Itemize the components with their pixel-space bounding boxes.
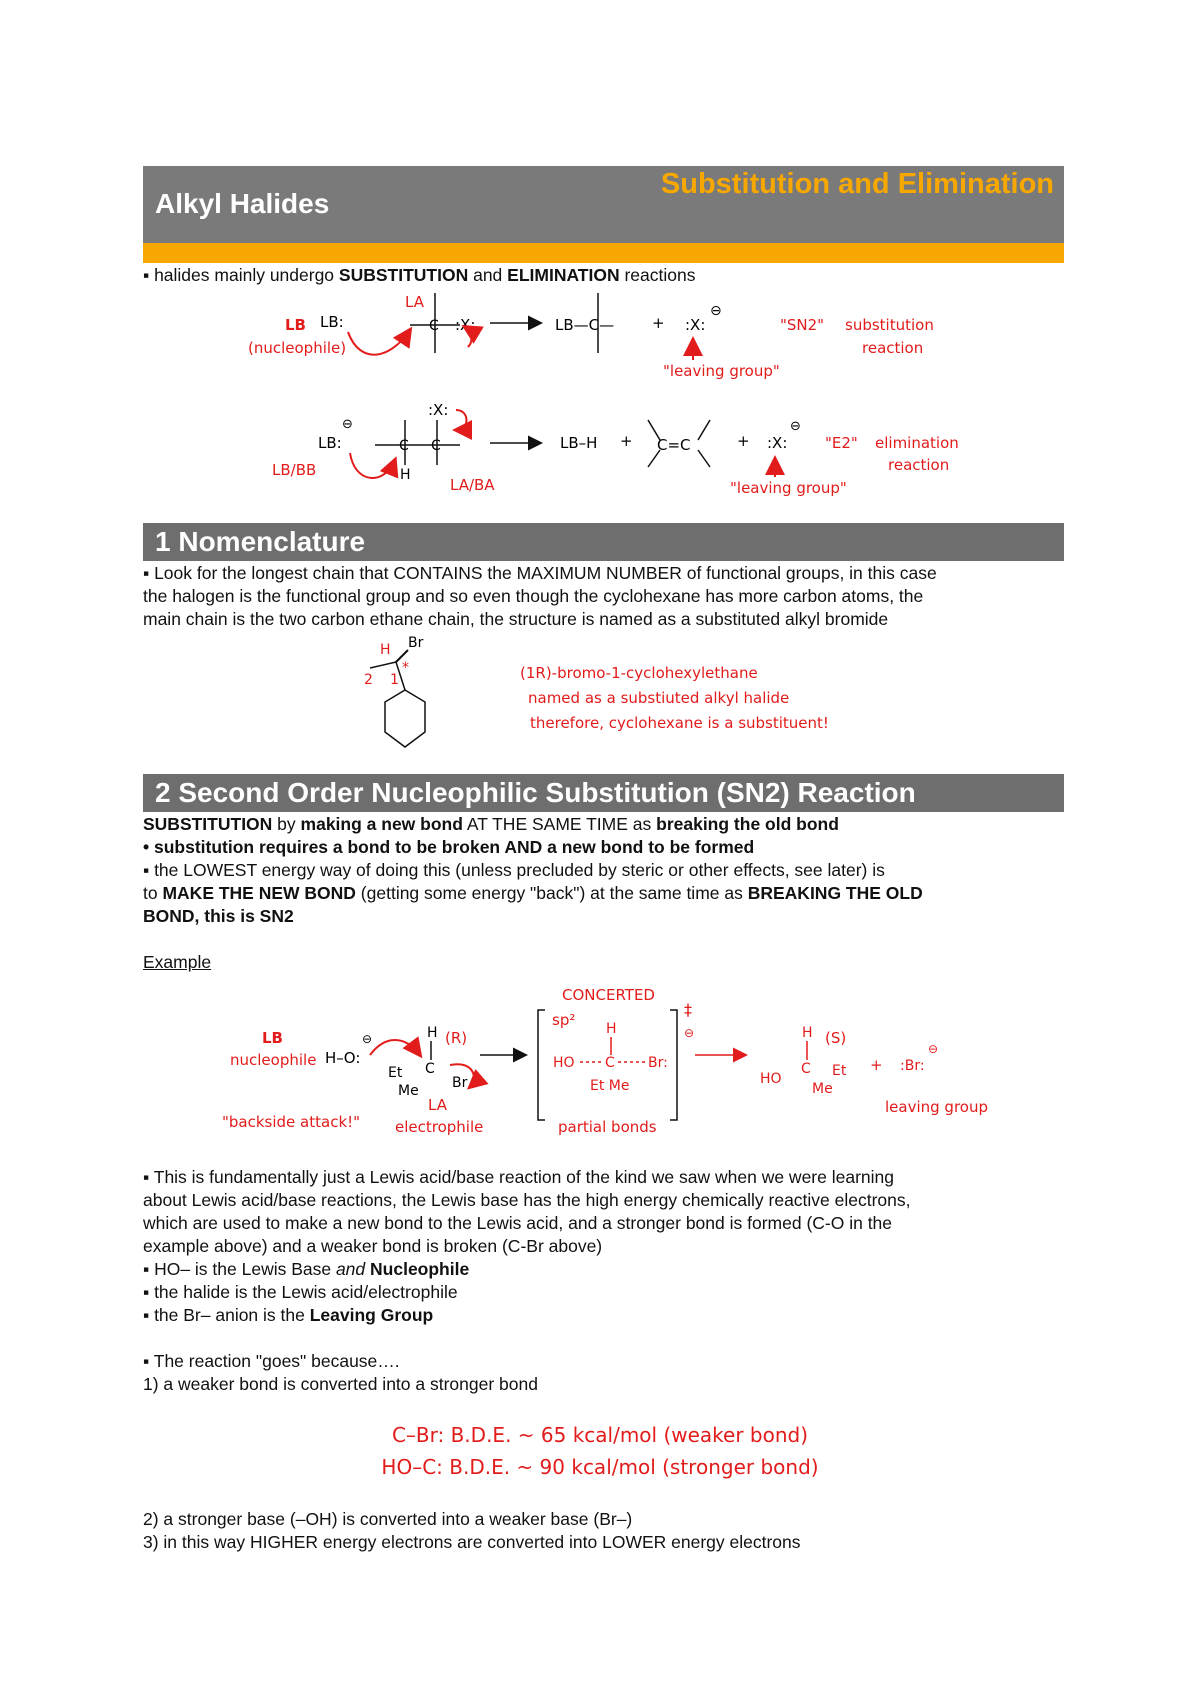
reaction-label-e2: reaction bbox=[888, 456, 950, 474]
sn2-label: "SN2" bbox=[780, 316, 825, 334]
svg-text:⊖: ⊖ bbox=[684, 1026, 695, 1040]
text-to: to bbox=[143, 883, 163, 903]
sn2-product: LB—C— bbox=[555, 316, 615, 334]
svg-text:⊖: ⊖ bbox=[362, 1032, 373, 1046]
halide-x-e2: :X: bbox=[428, 401, 449, 419]
sn2-line-2: • substitution requires a bond to be broken AND a new bond to be formed bbox=[143, 837, 755, 857]
br-atom: Br bbox=[408, 635, 424, 651]
prod-h: H bbox=[802, 1025, 813, 1041]
substitution-label: substitution bbox=[845, 316, 934, 334]
italic-and: and bbox=[335, 1259, 366, 1279]
carbon-2-label: 2 bbox=[364, 672, 373, 688]
intro-line bbox=[143, 264, 695, 287]
text-br-anion: ▪ the Br– anion is the bbox=[143, 1305, 310, 1325]
bullet-leaving-group bbox=[143, 1304, 433, 1327]
s-config: (S) bbox=[825, 1029, 847, 1047]
bold-breaking-old-bond: breaking the old bond bbox=[656, 814, 839, 834]
section-heading-sn2: 2 Second Order Nucleophilic Substitution (SN2) Reaction bbox=[143, 774, 1064, 812]
cyclohexylethane-structure bbox=[350, 632, 490, 757]
nomenclature-line-2: the halogen is the functional group and so even though the cyclohexane has more carbon atoms, the bbox=[143, 586, 924, 606]
sp2-label: sp² bbox=[552, 1011, 576, 1029]
prod-plus: + bbox=[870, 1056, 883, 1074]
backside-attack: "backside attack!" bbox=[222, 1113, 361, 1131]
concerted-label: CONCERTED bbox=[562, 986, 655, 1004]
lb-colon: LB: bbox=[320, 313, 344, 331]
prod-c: C bbox=[801, 1061, 811, 1077]
text-lewis-base: ▪ HO– is the Lewis Base bbox=[143, 1259, 336, 1279]
plus-2: + bbox=[737, 432, 750, 450]
leaving-x: :X: bbox=[685, 316, 706, 334]
h-sub: H bbox=[427, 1025, 438, 1041]
nomenclature-line-1: ▪ Look for the longest chain that CONTAINS the MAXIMUM NUMBER of functional groups, in this case bbox=[143, 563, 937, 583]
carbon: C bbox=[429, 318, 439, 334]
iupac-name: (1R)-bromo-1-cyclohexylethane bbox=[520, 664, 758, 682]
e2-generic-scheme bbox=[0, 395, 1200, 500]
nucleophile-label: (nucleophile) bbox=[248, 339, 347, 357]
laba-label: LA/BA bbox=[450, 476, 495, 494]
sn2-line-4 bbox=[143, 882, 923, 905]
body-para-line-3: which are used to make a new bond to the Lewis acid, and a stronger bond is formed (C-O in the bbox=[143, 1213, 893, 1233]
sn2-line-1 bbox=[143, 813, 839, 836]
c-center: C bbox=[425, 1061, 435, 1077]
alkene: C=C bbox=[657, 436, 691, 454]
intro-text-reactions: reactions bbox=[619, 265, 696, 285]
sn2-generic-scheme bbox=[0, 285, 1200, 385]
bullet-lewis-base bbox=[143, 1258, 469, 1281]
h-atom: H bbox=[380, 642, 391, 658]
page-subtitle: Substitution and Elimination bbox=[660, 168, 1054, 200]
title-accent-bar bbox=[143, 243, 1064, 263]
intro-text: ▪ halides mainly undergo bbox=[143, 265, 339, 285]
lbh-product: LB–H bbox=[560, 434, 598, 452]
lbbb-label: LB/BB bbox=[272, 461, 317, 479]
electrophile-label: electrophile bbox=[395, 1118, 484, 1136]
e2-label: "E2" bbox=[825, 434, 858, 452]
svg-text:⊖: ⊖ bbox=[790, 419, 801, 434]
note-line-2: named as a substiuted alkyl halide bbox=[528, 689, 790, 707]
leaving-group-label: "leaving group" bbox=[663, 362, 780, 380]
bold-making-new-bond: making a new bond bbox=[300, 814, 463, 834]
br-sub: Br bbox=[452, 1075, 468, 1091]
text-energy-back: (getting some energy "back") at the same time as bbox=[355, 883, 748, 903]
note-line-3: therefore, cyclohexane is a substituent! bbox=[530, 714, 829, 732]
bde-ho-c: HO–C: B.D.E. ~ 90 kcal/mol (stronger bond) bbox=[381, 1455, 819, 1479]
prod-et: Et bbox=[832, 1063, 847, 1079]
body-para-line-2: about Lewis acid/base reactions, the Lewis base has the high energy chemically reactive electrons, bbox=[143, 1190, 911, 1210]
bromide-ion: :Br: bbox=[900, 1058, 925, 1074]
carbon-b: C bbox=[431, 438, 441, 454]
text-by: by bbox=[272, 814, 301, 834]
plus-sign: + bbox=[652, 314, 665, 332]
sn2-line-3: ▪ the LOWEST energy way of doing this (unless precluded by steric or other effects, see later) is bbox=[143, 860, 885, 880]
anion-charge: ⊖ bbox=[710, 303, 722, 319]
section-heading-nomenclature: 1 Nomenclature bbox=[143, 523, 1064, 561]
ts-br: Br: bbox=[648, 1055, 668, 1071]
elimination-label: elimination bbox=[875, 434, 959, 452]
prod-ho: HO bbox=[760, 1071, 782, 1087]
nomenclature-line-3: main chain is the two carbon ethane chain, the structure is named as a substituted alkyl bromide bbox=[143, 609, 889, 629]
intro-text-and: and bbox=[468, 265, 508, 285]
reaction-goes-line: ▪ The reaction "goes" because…. bbox=[143, 1351, 400, 1371]
ts-c: C bbox=[605, 1055, 615, 1071]
reason-3: 3) in this way HIGHER energy electrons are converted into LOWER energy electrons bbox=[143, 1532, 801, 1552]
sn2-example-scheme bbox=[0, 975, 1200, 1145]
reason-1: 1) a weaker bond is converted into a stronger bond bbox=[143, 1374, 538, 1394]
intro-bold-elimination: ELIMINATION bbox=[507, 265, 620, 285]
lb-colon-anion: LB: bbox=[318, 434, 342, 452]
carbon-1-label: 1 bbox=[390, 672, 399, 688]
base-arrow bbox=[350, 453, 395, 478]
body-para-line-1: ▪ This is fundamentally just a Lewis acid/base reaction of the kind we saw when we were learning bbox=[143, 1167, 894, 1187]
halide-x: :X: bbox=[455, 316, 476, 334]
lb-label: LB bbox=[285, 316, 306, 334]
et-sub: Et bbox=[388, 1065, 403, 1081]
r-config: (R) bbox=[445, 1029, 468, 1047]
svg-text:⊖: ⊖ bbox=[928, 1042, 939, 1056]
carbon-a: C bbox=[399, 438, 409, 454]
ts-dagger: ‡ bbox=[684, 1000, 692, 1019]
nomenclature-notes bbox=[520, 660, 940, 740]
la-label: LA bbox=[405, 293, 424, 311]
intro-bold-substitution: SUBSTITUTION bbox=[338, 265, 469, 285]
attack-arrow bbox=[348, 330, 410, 355]
ts-h: H bbox=[606, 1021, 617, 1037]
example-label: Example bbox=[143, 952, 212, 972]
reason-2: 2) a stronger base (–OH) is converted into a weaker base (Br–) bbox=[143, 1509, 633, 1529]
bold-substitution: SUBSTITUTION bbox=[143, 814, 273, 834]
bold-leaving-group: Leaving Group bbox=[309, 1305, 434, 1325]
title-bar bbox=[143, 166, 1064, 243]
text-same-time: AT THE SAME TIME as bbox=[462, 814, 657, 834]
la-label-ex: LA bbox=[428, 1096, 447, 1114]
lb-label-ex: LB bbox=[262, 1029, 283, 1047]
reaction-label: reaction bbox=[862, 339, 924, 357]
ts-ho: HO bbox=[553, 1055, 575, 1071]
leaving-group-label-ex: leaving group bbox=[885, 1098, 988, 1116]
stereo-star: * bbox=[402, 660, 409, 676]
bullet-lewis-acid: ▪ the halide is the Lewis acid/electrophile bbox=[143, 1282, 458, 1302]
partial-bonds-label: partial bonds bbox=[558, 1118, 657, 1136]
svg-text:⊖: ⊖ bbox=[342, 417, 353, 432]
page-title: Alkyl Halides bbox=[155, 188, 330, 219]
nucleophile-label-ex: nucleophile bbox=[230, 1051, 317, 1069]
ts-et-me: Et Me bbox=[590, 1078, 630, 1094]
sn2-line-5: BOND, this is SN2 bbox=[143, 906, 294, 926]
plus-1: + bbox=[620, 432, 633, 450]
body-para-line-4: example above) and a weaker bond is broken (C-Br above) bbox=[143, 1236, 603, 1256]
prod-me: Me bbox=[812, 1081, 833, 1097]
bold-breaking-old: BREAKING THE OLD bbox=[747, 883, 923, 903]
hydroxide: H–O: bbox=[325, 1049, 361, 1067]
leaving-group-label-e2: "leaving group" bbox=[730, 479, 847, 497]
h-label: H bbox=[400, 467, 411, 483]
bold-make-new-bond: MAKE THE NEW BOND bbox=[162, 883, 356, 903]
bold-nucleophile: Nucleophile bbox=[365, 1259, 470, 1279]
me-sub: Me bbox=[398, 1083, 419, 1099]
leaving-x-e2: :X: bbox=[767, 434, 788, 452]
bde-c-br: C–Br: B.D.E. ~ 65 kcal/mol (weaker bond) bbox=[391, 1423, 809, 1447]
